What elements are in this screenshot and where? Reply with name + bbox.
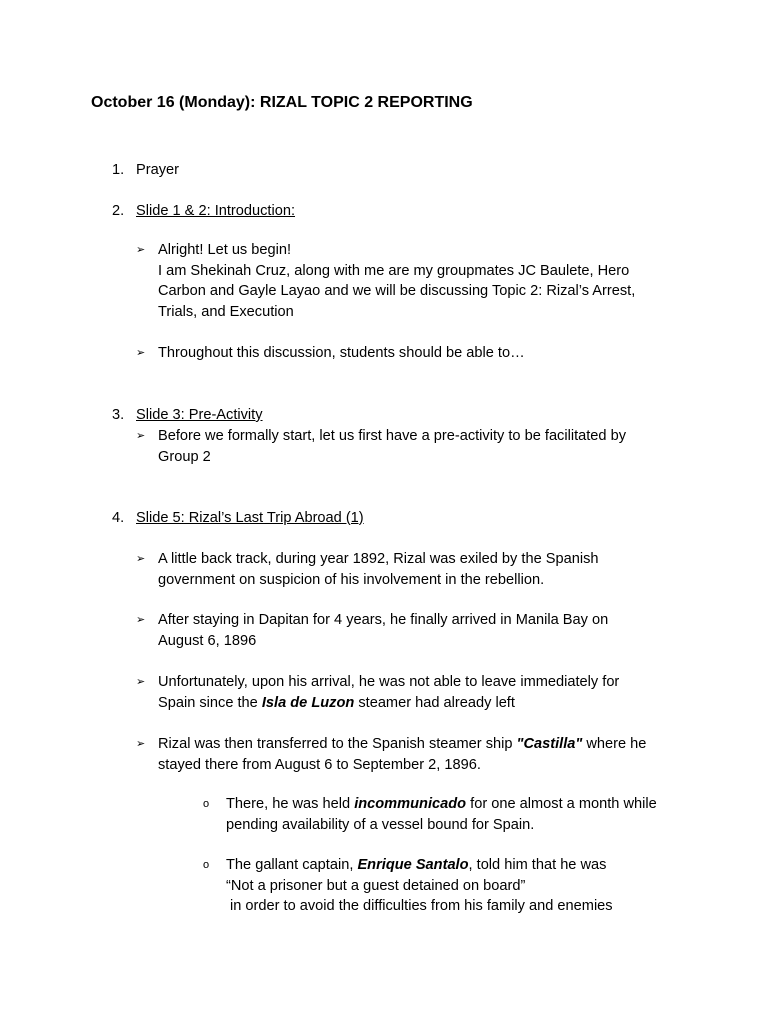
text-line: Before we formally start, let us first have a pre-activity to be facilitated by [158, 428, 627, 444]
item-number: 3. [112, 407, 125, 423]
arrow-bullet-icon: ➢ [136, 244, 146, 256]
text-segment: for one almost a month while [466, 796, 657, 812]
circle-bullet-icon: o [203, 798, 210, 810]
text-line: After staying in Dapitan for 4 years, he finally arrived in Manila Bay on [158, 612, 609, 628]
text-segment: There, he was held [226, 796, 355, 812]
text-segment: The gallant captain, [226, 857, 358, 873]
arrow-bullet-icon: ➢ [136, 614, 146, 626]
item-number: 2. [112, 203, 125, 219]
text-segment: , told him that he was [468, 857, 607, 873]
sub-bullet-item [203, 794, 703, 835]
arrow-bullet-icon: ➢ [136, 553, 146, 565]
text-line: stayed there from August 6 to September 2, 1896. [158, 756, 481, 773]
bullet-item [136, 734, 696, 775]
text-line: pending availability of a vessel bound for Spain. [226, 816, 535, 833]
item-label: Slide 3: Pre-Activity [136, 407, 263, 423]
text-line: Alright! Let us begin! [158, 242, 292, 258]
text-line: Throughout this discussion, students should be able to… [158, 345, 525, 361]
emphasis-text: "Castilla" [516, 736, 583, 752]
text-line: Unfortunately, upon his arrival, he was not able to leave immediately for [158, 674, 620, 690]
arrow-bullet-icon: ➢ [136, 676, 146, 688]
arrow-bullet-icon: ➢ [136, 738, 146, 750]
item-number: 1. [112, 162, 125, 178]
page-title: October 16 (Monday): RIZAL TOPIC 2 REPORTING [91, 94, 473, 111]
bullet-item [136, 343, 696, 364]
list-item-last-trip-abroad [112, 508, 364, 529]
list-item-pre-activity [112, 405, 263, 426]
text-line [226, 855, 703, 876]
circle-bullet-icon: o [203, 859, 210, 871]
emphasis-text: incommunicado [354, 796, 467, 812]
text-line: Carbon and Gayle Layao and we will be discussing Topic 2: Rizal’s Arrest, [158, 283, 636, 300]
text-line: Group 2 [158, 448, 211, 465]
text-segment: steamer had already left [354, 694, 515, 711]
item-number: 4. [112, 510, 125, 526]
item-label: Prayer [136, 162, 179, 178]
sub-bullet-item [203, 855, 703, 917]
text-line: August 6, 1896 [158, 632, 257, 649]
text-line [158, 734, 696, 755]
emphasis-text: Isla de Luzon [261, 694, 355, 711]
bullet-item [136, 240, 696, 322]
text-line [158, 693, 696, 714]
text-line: Trials, and Execution [158, 303, 294, 320]
bullet-item [136, 549, 696, 590]
list-item-introduction [112, 201, 295, 222]
text-line: government on suspicion of his involvement in the rebellion. [158, 571, 545, 588]
text-segment: where he [582, 736, 647, 752]
bullet-item [136, 672, 696, 713]
item-label: Slide 1 & 2: Introduction: [136, 203, 296, 219]
text-line [226, 794, 703, 815]
arrow-bullet-icon: ➢ [136, 430, 146, 442]
text-segment: Rizal was then transferred to the Spanish steamer ship [158, 736, 517, 752]
text-segment: Spain since the [158, 694, 262, 711]
list-item-prayer [112, 160, 179, 181]
arrow-bullet-icon: ➢ [136, 347, 146, 359]
item-label: Slide 5: Rizal’s Last Trip Abroad (1) [136, 510, 364, 526]
text-line: I am Shekinah Cruz, along with me are my groupmates JC Baulete, Hero [158, 262, 630, 279]
text-line: “Not a prisoner but a guest detained on board” [226, 877, 526, 894]
text-line: A little back track, during year 1892, Rizal was exiled by the Spanish [158, 551, 599, 567]
bullet-item [136, 610, 696, 651]
bullet-item [136, 426, 696, 467]
text-line: in order to avoid the difficulties from his family and enemies [230, 898, 613, 915]
emphasis-text: Enrique Santalo [357, 857, 469, 873]
